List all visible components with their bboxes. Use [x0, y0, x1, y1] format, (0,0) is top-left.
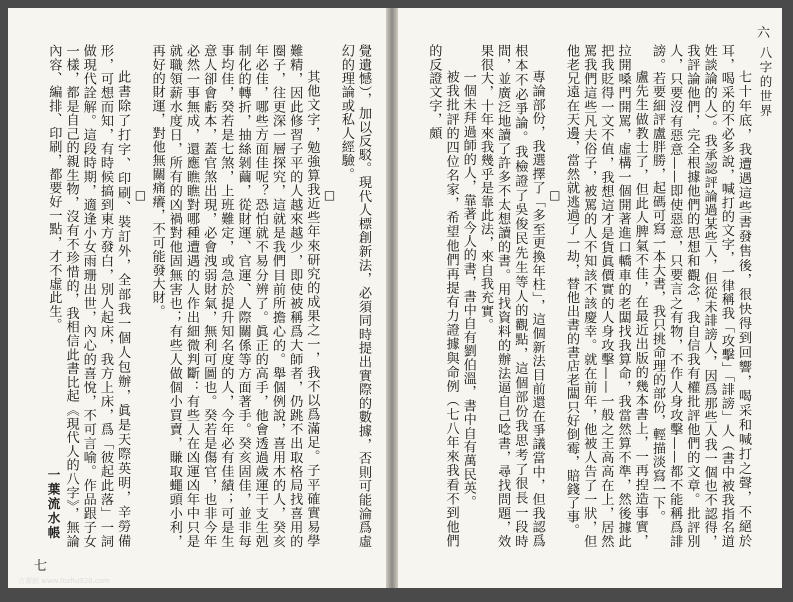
site-watermark: 古書網 www.fozhu920.com: [18, 577, 110, 585]
section-separator: □: [322, 188, 337, 203]
section-separator: □: [547, 188, 562, 203]
running-head: 八字的世界: [758, 46, 773, 119]
paragraph: 盧先生做教士了，但此人脾氣不佳，在最近出版的幾本書上，一再揑造事實，拉開嗓門開罵，虛構一個開著進口轎車的老闆找我算命，我當然算不準，然後據此把我貶得一文不值，我想這才是貨眞價實的人身攻擊——一般之王高高在上，居然罵我們這些凡夫俗子，被罵的人不知該不該慶幸。就在前年，他被人告了一狀，但他老兄遠在天邊，當然就逃過了一劫，替他出書的書店老闆只好倒霉，賠錢了事。: [563, 44, 648, 548]
paragraph: 覺遺憾），加以反駁。現代人標創新法，必須同時提出實際的數據，否則可能淪爲虛幻的理論或私人經驗。: [338, 44, 371, 548]
paragraph: 一個未拜過師的人，靠著今人的書，書中自有劉伯溫，書中自有萬民英。: [460, 70, 476, 509]
page-number: 六: [756, 26, 770, 41]
running-head: 一葉流水帳: [46, 467, 61, 540]
left-page-text: [20, 44, 372, 548]
paragraph: 七十年底，我遭遇這些書發售後，很快得到回響，喝采和喊打之聲，不絕於耳，喝采的不必多說，喊打的文字，一律稱我「攻擊」「誹謗」人（書中被我指名道姓談論的人）。我承認評論過某些人，但從未誹謗人，因爲那些人我一個也不認得，我評論他們，完全根據他們的思想和觀念，我自信我有權批評他們的文章。批評別人，只要沒有惡意——即使惡意，只要言之有物，不作人身攻擊——都不能稱爲誹謗。若要細評盧胖勝，起碼可寫一本大書，我只挑命理的部份，輕描淡寫一下。: [649, 44, 751, 548]
page-number: 七: [34, 559, 48, 574]
right-page-text: [416, 44, 752, 548]
paragraph: 專論部份，我選擇了「多至更換年柱」，這個新法目前還在爭議當中，但我認爲根本不必爭論。我檢證了吳俊民先生等人的觀點，這個部份我思考了很長一段時間，並廣泛地讀了許多不太想讀的書。用找資料的辦法逼自己唸書，尋找問題，效果很大，十年來我幾乎是靠此法，來自我充實。: [477, 44, 545, 548]
paragraph: 被我批評的四位名家，希望他們再提有力證據與命例（七八年來我看不到他們的反證文字，頗: [426, 44, 459, 548]
right-page: [398, 8, 782, 588]
paragraph: 此書除了打字、印刷、裝訂外，全部我一個人包辦，眞是天際英明，辛勞備形，可想而知，有時候搞到東方發白，別人起床，我方上床，爲「彼起此落」一詞做現代詮解。這段時期，適逢小女雨珊出世，內心的喜悅，不可言喻。作品跟子女一樣，都是自己的親生物，沒有不珍惜的，我相信此書比起《現代人的八字》，無論內容、編排、印刷，都要好一點，才不虛此生。: [46, 44, 131, 548]
section-separator: □: [133, 188, 148, 203]
book-spine: [386, 8, 398, 588]
paragraph: 其他文字，勉強算我近些年來研究的成果之一，我不以爲滿足。子平確實易學難精，因此修習子平的人越來越少，即使被稱爲大師者，仍跳不出取格局找喜用的圈子，往更深一層探究，這就是我們目前所擔心的。舉個例說，喜用木的人，癸亥年必佳，哪些方面佳呢？恐怕就不易分辨了。眞正的高手，他會透過歲運干支生剋制化的轉折，抽絲剝繭，從財運、官運、人際關係等方面著手。癸亥固佳，並非每事均佳，癸若是七煞，上班難定，或急於提升知名度的人，今年必有佳績；可是生意人卻會虧本，蓋官煞出現，必會洩弱財氣，無利可圖也。癸若是傷官，也非今年必然一事無成，還應瞧瞧對哪種遭遇的人作出細微判斷：有些人在凶運凶年中只是就職領薪水度日，所有的凶禍對他固無害也；有些人做個小買賣，賺取蠅頭小利，再好的財運，對他無關痛癢，不可能發大財。: [149, 44, 320, 548]
left-page: [8, 8, 386, 588]
